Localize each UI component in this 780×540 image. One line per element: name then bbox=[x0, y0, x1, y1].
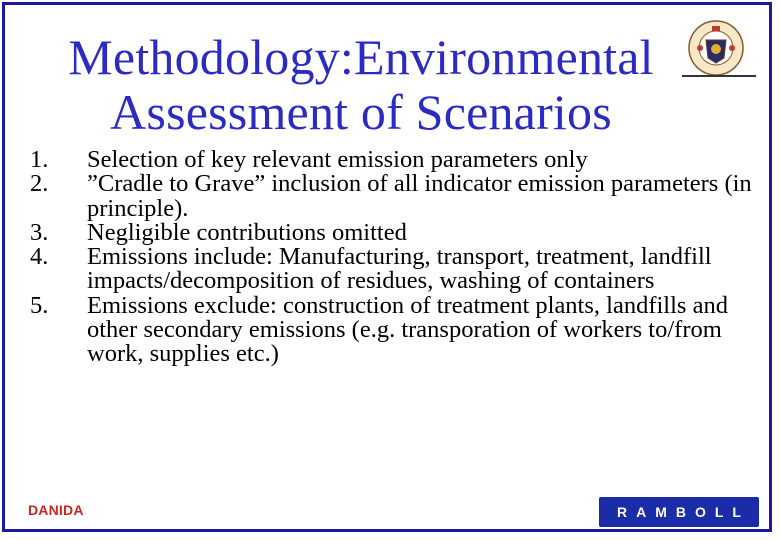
list-item: 3. Negligible contributions omitted bbox=[30, 218, 407, 246]
danida-logo-text: DANIDA bbox=[28, 502, 84, 518]
title-line-1: Methodology:Environmental bbox=[68, 29, 654, 85]
ramboll-logo bbox=[599, 497, 759, 527]
ramboll-logo-text: RAMBOLL bbox=[617, 504, 750, 520]
logo-underline bbox=[682, 75, 756, 77]
list-item: 5. Emissions exclude: construction of treatment plants, landfills and other secondary emissions (e.g. transporation of workers to/from work, supplies etc.) bbox=[30, 291, 728, 368]
gauteng-emblem-icon bbox=[676, 18, 756, 80]
list-item: 2. ”Cradle to Grave” inclusion of all indicator emission parameters (in principle). bbox=[30, 170, 752, 222]
slide-title bbox=[0, 30, 722, 140]
bullet-list bbox=[30, 148, 758, 367]
title-line-2: Assessment of Scenarios bbox=[110, 84, 612, 140]
list-item: 1. Selection of key relevant emission parameters only bbox=[30, 146, 588, 173]
list-item: 4. Emissions include: Manufacturing, transport, treatment, landfill impacts/decomposition of residues, washing of containers bbox=[30, 243, 712, 295]
